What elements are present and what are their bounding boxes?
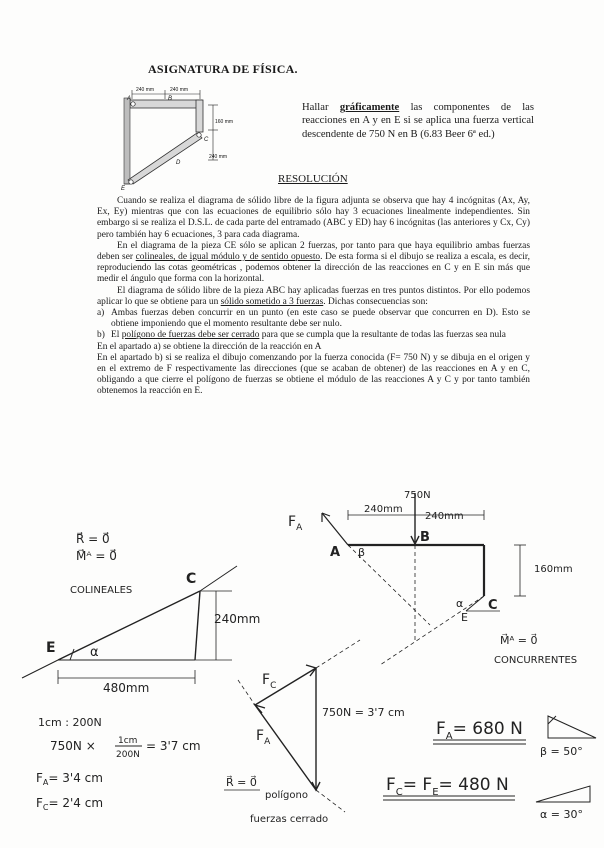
hw-b-label: B [420, 530, 430, 545]
ce-m-condition: M⃗ᴬ = 0⃗ [76, 549, 117, 563]
hw-scale-calc-res: = 3'7 cm [146, 739, 201, 753]
paragraph-1: Cuando se realiza el diagrama de sólido libre de la figura adjunta se observa que hay 4 incógnitas (Ax, Ay, Ex, Ey) mientras que con las ecuaciones de equilibrio sólo hay 3 ecuaciones linealmente independientes. Sin embargo si se realiza el D.S.L. de cada parte del entramado (ABC y ED) hay 6 incógnitas (las anteriores y Cx, Cy) pero también hay 6 ecuaciones, 3 para cada diagrama. [97, 196, 530, 240]
hw-beta-val: β = 50° [540, 745, 583, 758]
fig-dim-top-left: 240 mm [136, 87, 155, 93]
fig-label-e: E [121, 186, 126, 192]
page-title: ASIGNATURA DE FÍSICA. [148, 62, 298, 76]
fig-label-c: C [204, 137, 209, 143]
problem-emph: gráficamente [339, 102, 400, 113]
hw-dim-240: 240mm [214, 612, 261, 626]
concurrentes-label: CONCURRENTES [494, 655, 578, 666]
item-b-underlined: polígono de fuerzas debe ser cerrado [121, 330, 260, 341]
list-marker-b: b) [97, 330, 105, 341]
triangle-ce [22, 566, 237, 684]
hw-alpha: α [90, 645, 99, 660]
paragraph-4: En el apartado a) se obtiene la dirección de la reacción en A [97, 341, 322, 352]
fig-label-b: B [168, 96, 173, 102]
hw-poly-b: fuerzas cerrado [250, 814, 329, 825]
hw-result-fc-fe: $F_C= F_E= 480$ N [386, 775, 509, 798]
hw-dim-480: 480mm [103, 681, 150, 695]
hw-fa2-label: $F_A$ [256, 728, 271, 747]
hw-alpha2: α [456, 597, 464, 610]
hw-a-label: A [330, 545, 341, 560]
fig-label-a: A [127, 96, 132, 102]
item-b-pre: El [111, 330, 122, 341]
fig-label-d: D [176, 160, 181, 166]
hw-scale-calc-a: 750N × [50, 739, 96, 753]
fig-dim-right-top: 160 mm [215, 119, 234, 125]
hw-fc-cm: $F_C= 2'4$ cm [36, 796, 104, 812]
hw-c-label: C [186, 571, 197, 587]
hw-fc-label: $F_C$ [262, 672, 277, 691]
resolution-title: RESOLUCIÓN [278, 173, 348, 185]
fig-dim-right-bottom: 240 mm [209, 154, 228, 160]
hw-fa-label: $F_A$ [288, 514, 303, 533]
fig-dim-top-right: 240 mm [170, 87, 189, 93]
hw-beta: β [358, 546, 366, 559]
p2-part-b: . De esta forma si el dibujo se realiza a escala, es decir, reproduciendo las cotas geométricas , podemos obtener la dirección de las reacciones en C y en E sin más que medir el ángulo que forma con la horizontal. [97, 252, 530, 285]
problem-rest: las componentes de las reacciones en A y en E si se aplica una fuerza vertical descendente de 750 N en B (6.83 Beer 6ª ed.) [302, 102, 534, 140]
problem-prefix: Hallar [302, 102, 340, 113]
hw-e-label: E [46, 640, 56, 656]
alpha-angle-sketch [536, 786, 590, 802]
beta-angle-sketch [548, 716, 596, 738]
p2-part-a: En el diagrama de la pieza CE sólo se aplican 2 fuerzas, por tanto para que haya equilibrio ambas fuerzas deben ser [97, 240, 530, 263]
p3-underlined: sólido sometido a 3 fuerzas [220, 296, 324, 307]
hw-r-poly: R⃗ = 0⃗ [226, 776, 257, 789]
hw-e2-label: E [461, 611, 468, 624]
hw-scale-calc-den: 200N [116, 750, 140, 760]
hw-force-750: 750N [404, 490, 431, 501]
p3-part-a: El diagrama de sólido libre de la pieza ABC hay aplicadas fuerzas en tres puntos distintos. Por ello podemos aplicar lo que se obtiene para un [97, 285, 530, 307]
p2-underlined: colineales, de igual módulo y de sentido opuesto [135, 252, 321, 263]
hw-abc-m-condition: M⃗ᴬ = 0⃗ [500, 634, 538, 647]
hw-alpha-val: α = 30° [540, 808, 583, 821]
item-b-post: para que se cumpla que la resultante de todas las fuerzas sea nula [259, 330, 506, 341]
hw-scale-def: 1cm : 200N [38, 716, 102, 729]
hw-abc-dim-left: 240mm [364, 504, 403, 515]
hw-abc-dim-right: 240mm [425, 511, 464, 522]
list-text-a: Ambas fuerzas deben concurrir en un punto (en este caso se puede observar que concurren en D). Esto se obtiene imponiendo que el momento resultante debe ser nulo. [111, 308, 530, 330]
p3-part-b: . Dichas consecuencias son: [323, 296, 428, 307]
hw-c2-label: C [488, 598, 498, 613]
hw-poly-a: polígono [265, 790, 308, 801]
paragraph-5: En el apartado b) si se realiza el dibujo comenzando por la fuerza conocida (F= 750 N) y se dibuja en el origen y en el extremo de F respectivamente las direcciones (que se acaban de obtener) de las reacciones en A y en C, obligando a que cierre el polígono de fuerzas se obtiene el módulo de las reacciones A y C y por tanto también obtenemos la reacción en E. [97, 352, 530, 397]
hw-dim-160: 160mm [534, 564, 573, 575]
hw-scale-750: 750N = 3'7 cm [322, 706, 405, 719]
ce-r-condition: R⃗ = 0⃗ [76, 532, 110, 546]
hw-fa-cm: $F_A= 3'4$ cm [36, 771, 103, 787]
abc-sketch [322, 493, 526, 665]
colineales-label: COLINEALES [70, 585, 133, 596]
list-marker-a: a) [97, 308, 105, 319]
hw-result-fa: $F_A= 680$ N [436, 719, 523, 742]
hw-scale-calc-num: 1cm [118, 736, 138, 746]
